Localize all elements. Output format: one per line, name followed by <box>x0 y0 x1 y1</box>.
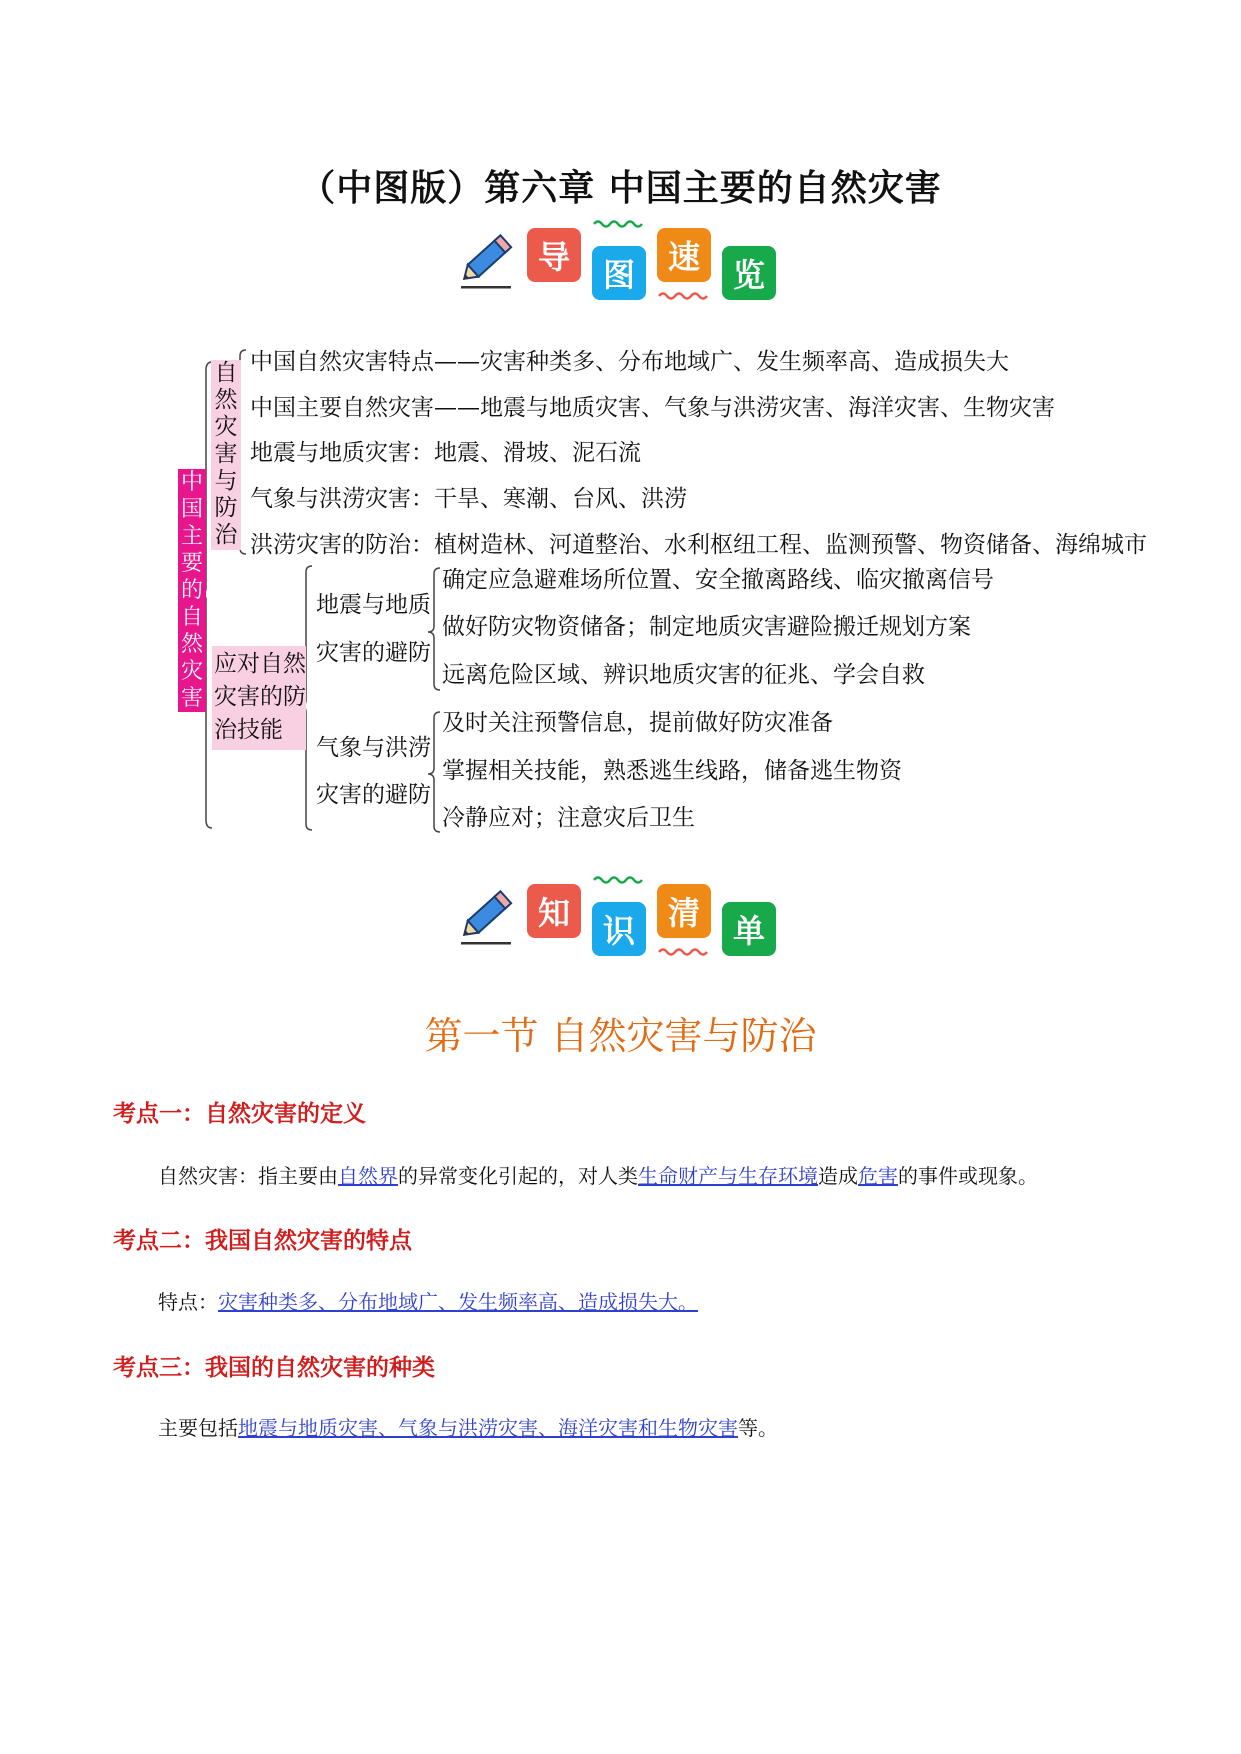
key-point-2-heading: 考点二：我国自然灾害的特点 <box>113 1228 412 1254</box>
badge-char-3: 清 <box>657 884 711 938</box>
mind-map-root: 中国主要的自然灾害 <box>178 469 206 712</box>
section-title: 第一节 自然灾害与防治 <box>424 1014 817 1058</box>
badge-knowledge-list <box>455 884 795 964</box>
sub-2-item: 冷静应对；注意灾后卫生 <box>442 805 695 831</box>
page-title: （中图版）第六章 中国主要的自然灾害 <box>299 168 942 209</box>
badge-char-3: 速 <box>657 228 711 282</box>
sub-2-item: 及时关注预警信息，提前做好防灾准备 <box>442 710 833 736</box>
answer-blank: 自然界 <box>338 1164 398 1188</box>
text-segment: 主要包括 <box>158 1416 238 1440</box>
answer-blank: 生命财产与生存环境 <box>638 1164 818 1188</box>
answer-blank: 危害 <box>858 1164 898 1188</box>
sub-1-label: 地震与地质 <box>316 592 431 618</box>
branch-1-item: 中国自然灾害特点——灾害种类多、分布地域广、发生频率高、造成损失大 <box>250 349 1009 375</box>
text-segment: 的事件或现象。 <box>898 1164 1038 1188</box>
wave-decoration <box>592 874 646 884</box>
sub-2-item: 掌握相关技能，熟悉逃生线路，储备逃生物资 <box>442 758 902 784</box>
text-segment: 特点： <box>158 1290 218 1314</box>
badge-char-1: 导 <box>527 228 581 282</box>
key-point-2-text <box>158 1286 698 1315</box>
sub-1-item: 远离危险区域、辨识地质灾害的征兆、学会自救 <box>442 662 925 688</box>
wave-decoration <box>657 946 711 956</box>
sub-2-label: 灾害的避防 <box>316 782 431 808</box>
mind-map-branch-1: 自然灾害与防治 <box>211 360 241 550</box>
sub-1-item: 确定应急避难场所位置、安全撤离路线、临灾撤离信号 <box>442 567 994 593</box>
key-point-1-heading: 考点一：自然灾害的定义 <box>113 1101 366 1127</box>
badge-char-2: 识 <box>592 902 646 956</box>
text-segment: 的异常变化引起的，对人类 <box>398 1164 638 1188</box>
badge-char-4: 览 <box>722 246 776 300</box>
key-point-3-text <box>158 1412 778 1441</box>
answer-blank: 灾害种类多、分布地域广、发生频率高、造成损失大。 <box>218 1290 698 1314</box>
branch-1-item: 地震与地质灾害：地震、滑坡、泥石流 <box>250 440 641 466</box>
sub-1-label: 灾害的避防 <box>316 640 431 666</box>
sub-1-item: 做好防灾物资储备；制定地质灾害避险搬迁规划方案 <box>442 614 971 640</box>
badge-char-2: 图 <box>592 246 646 300</box>
pencil-icon <box>455 884 515 948</box>
key-point-3-heading: 考点三：我国的自然灾害的种类 <box>113 1355 435 1381</box>
answer-blank: 地震与地质灾害、气象与洪涝灾害、海洋灾害和生物灾害 <box>238 1416 738 1440</box>
badge-char-1: 知 <box>527 884 581 938</box>
branch-1-item: 中国主要自然灾害——地震与地质灾害、气象与洪涝灾害、海洋灾害、生物灾害 <box>250 395 1055 421</box>
text-segment: 自然灾害：指主要由 <box>158 1164 338 1188</box>
key-point-1-text <box>158 1160 1038 1189</box>
badge-char-4: 单 <box>722 902 776 956</box>
sub-2-label: 气象与洪涝 <box>316 735 431 761</box>
text-segment: 等。 <box>738 1416 778 1440</box>
branch-1-item: 洪涝灾害的防治：植树造林、河道整治、水利枢纽工程、监测预警、物资储备、海绵城市 <box>250 532 1147 558</box>
branch-1-item: 气象与洪涝灾害：干旱、寒潮、台风、洪涝 <box>250 486 687 512</box>
mind-map-branch-2: 应对自然灾害的防治技能 <box>212 646 306 750</box>
text-segment: 造成 <box>818 1164 858 1188</box>
